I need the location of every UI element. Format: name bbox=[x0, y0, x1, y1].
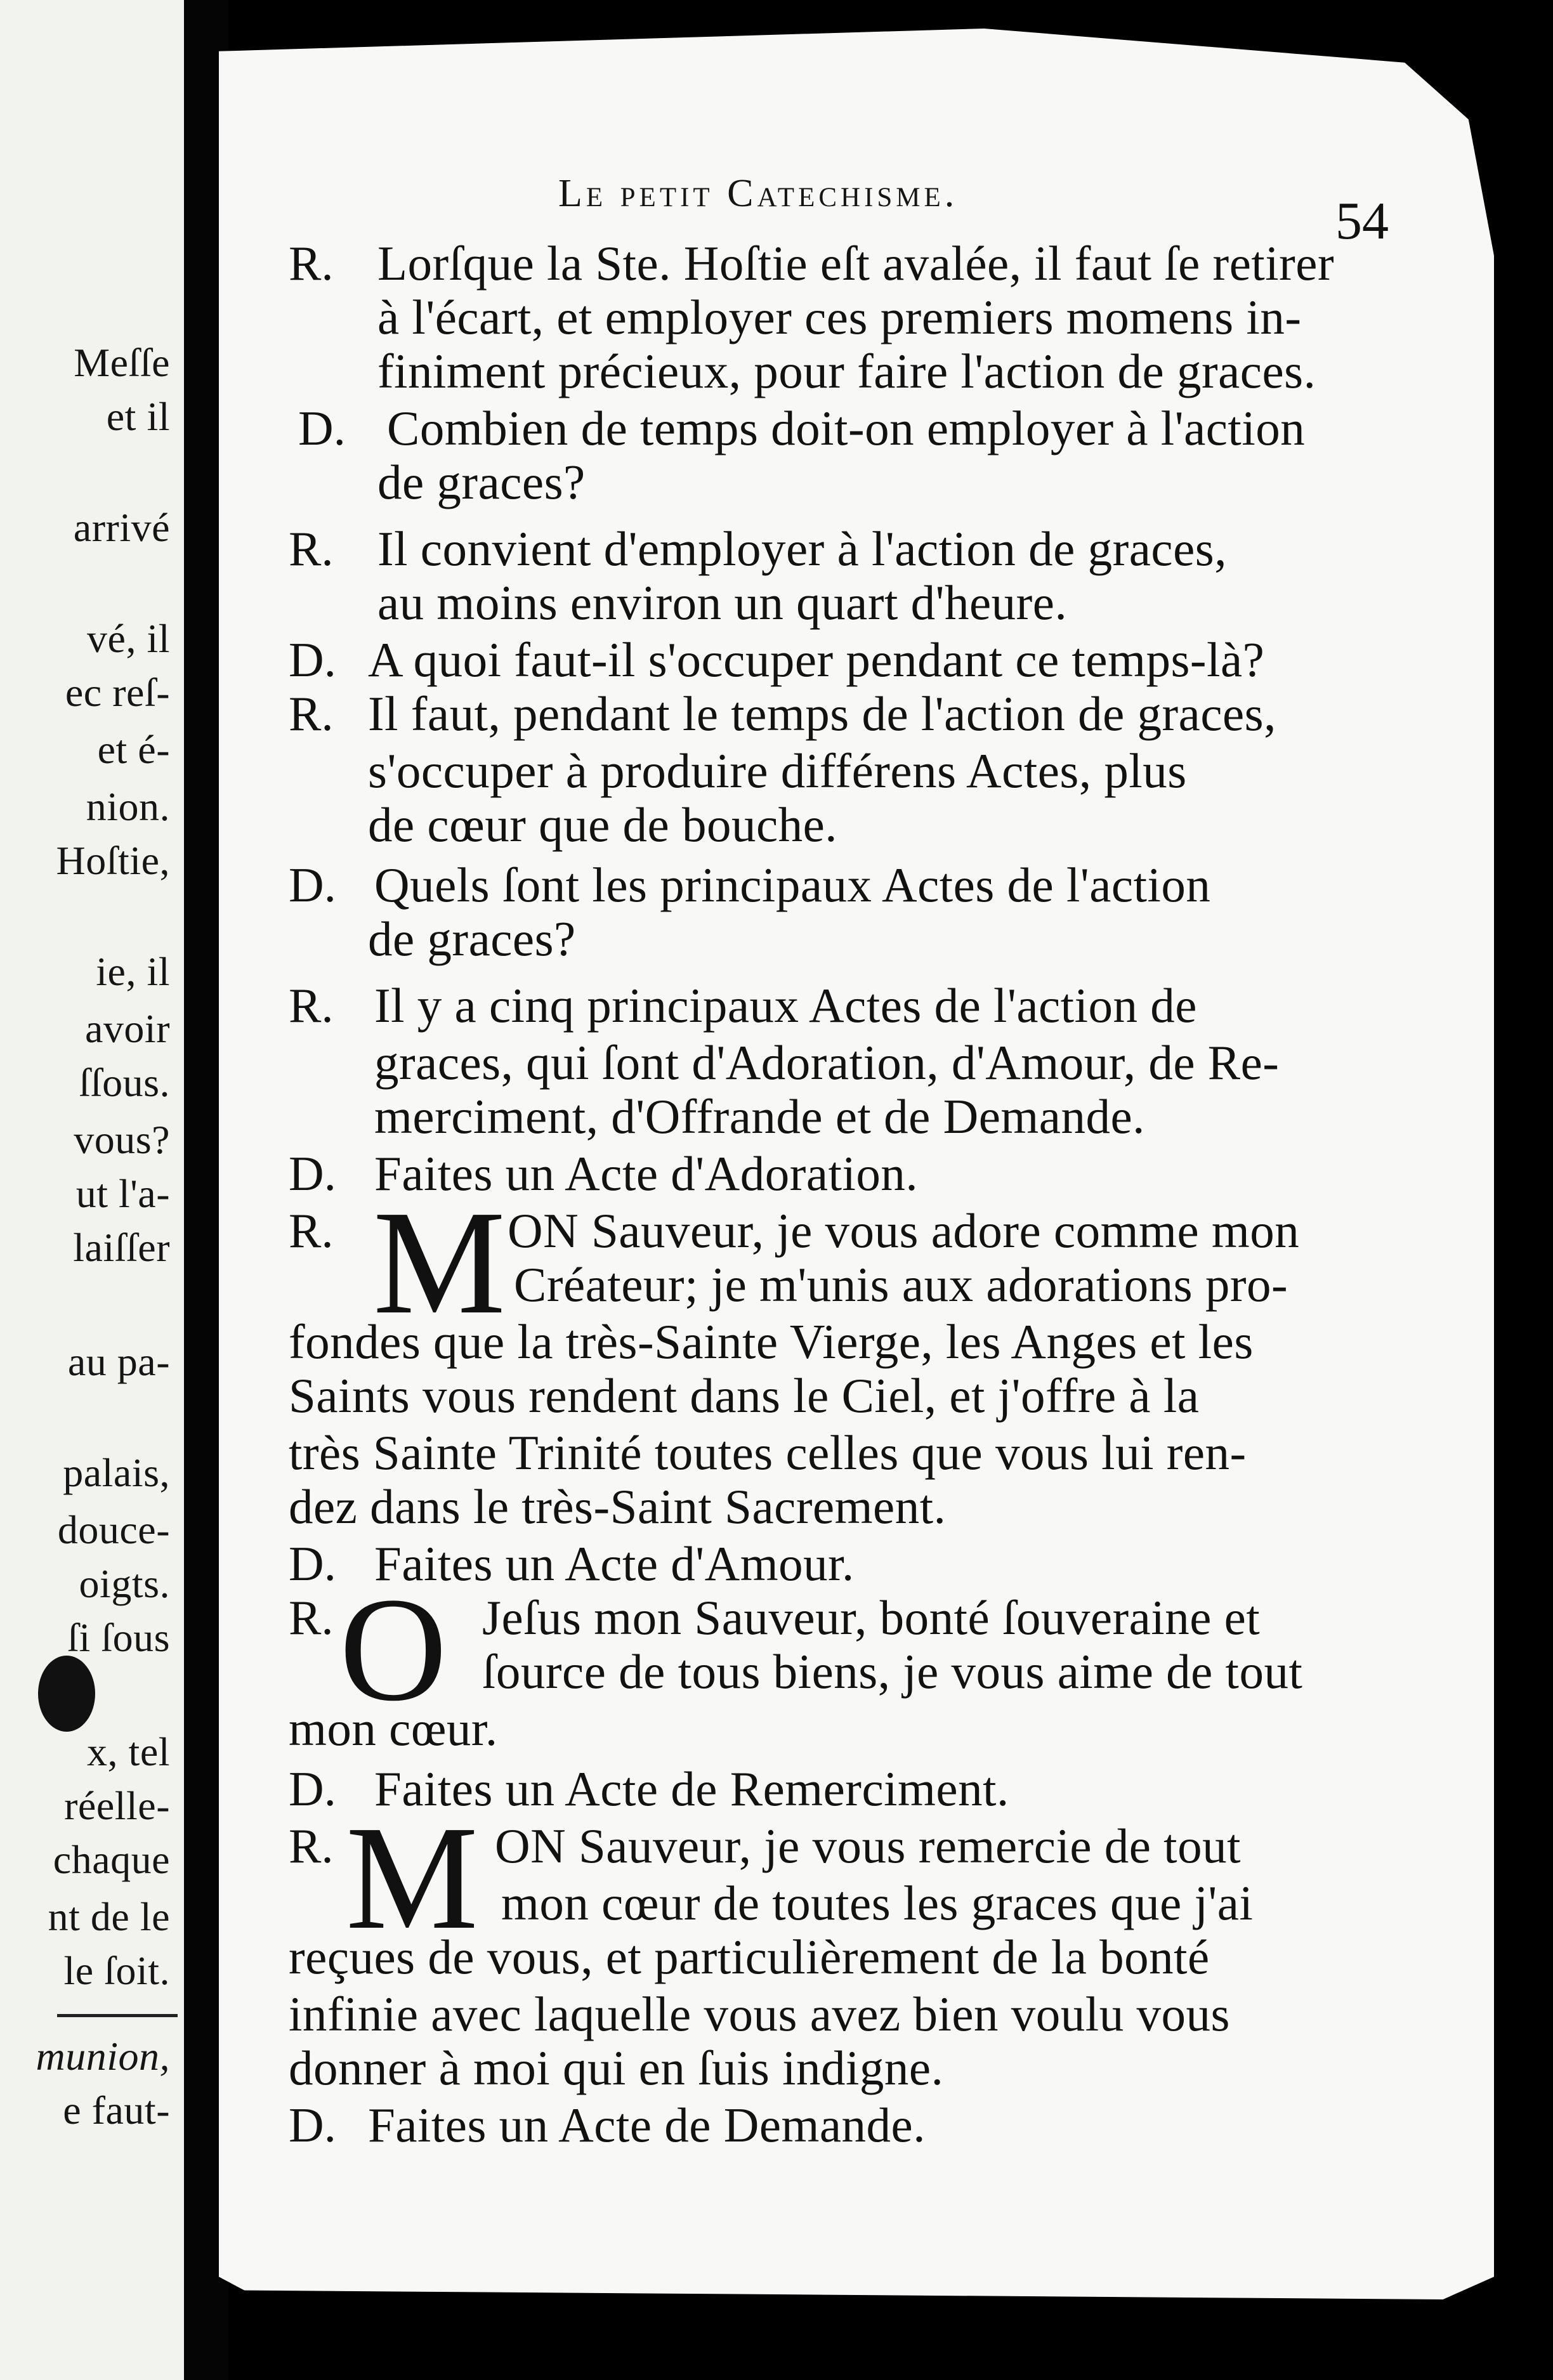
question-label: D. bbox=[289, 1146, 336, 1201]
text-line: ON Sauveur, je vous adore comme mon bbox=[508, 1203, 1300, 1258]
text-line: Faites un Acte de Demande. bbox=[368, 2098, 926, 2152]
text-line: très Sainte Trinité toutes celles que vous lui ren- bbox=[289, 1425, 1247, 1480]
text-line: A quoi faut-il s'occuper pendant ce temps-là? bbox=[368, 632, 1265, 687]
question-label: D. bbox=[289, 858, 336, 912]
answer-label: R. bbox=[289, 521, 334, 576]
drop-cap: M bbox=[373, 1180, 506, 1345]
answer-label: R. bbox=[289, 236, 334, 291]
text-line: merciment, d'Offrande et de Demande. bbox=[374, 1089, 1145, 1144]
text-line: de graces? bbox=[368, 912, 576, 966]
answer-label: R. bbox=[289, 1819, 334, 1873]
left-text-line: munion, bbox=[36, 2034, 170, 2079]
left-text-line: x, tel bbox=[87, 1729, 170, 1774]
drop-cap: M bbox=[346, 1795, 478, 1960]
text-line: Jeſus mon Sauveur, bonté ſouveraine et bbox=[482, 1590, 1261, 1645]
answer-label: R. bbox=[289, 978, 334, 1033]
text-line: de cœur que de bouche. bbox=[368, 797, 838, 852]
left-text-line: chaque bbox=[53, 1837, 170, 1882]
left-text-line: réelle- bbox=[64, 1783, 170, 1828]
text-line: Faites un Acte d'Amour. bbox=[374, 1536, 855, 1591]
text-line: Faites un Acte d'Adoration. bbox=[374, 1146, 919, 1201]
text-line: finiment précieux, pour faire l'action de graces. bbox=[377, 344, 1316, 398]
left-text-line: nion. bbox=[86, 784, 170, 829]
answer-label: R. bbox=[289, 1590, 334, 1645]
left-text-line: Hoſtie, bbox=[56, 838, 170, 883]
left-text-line: ut l'a- bbox=[75, 1171, 170, 1216]
answer-label: R. bbox=[289, 1203, 334, 1258]
text-line: reçues de vous, et particulièrement de la bonté bbox=[289, 1930, 1210, 1984]
answer-label: R. bbox=[289, 686, 334, 741]
left-text-line: douce- bbox=[57, 1507, 170, 1552]
left-text-line: Meſſe bbox=[74, 340, 170, 385]
text-line: graces, qui ſont d'Adoration, d'Amour, de Re- bbox=[374, 1035, 1280, 1090]
drop-cap: O bbox=[339, 1567, 447, 1732]
text-line: Saints vous rendent dans le Ciel, et j'offre à la bbox=[289, 1368, 1200, 1423]
text-line: Il y a cinq principaux Actes de l'action de bbox=[374, 978, 1197, 1033]
left-text-line: laiſſer bbox=[73, 1225, 170, 1270]
text-line: à l'écart, et employer ces premiers momens in- bbox=[377, 290, 1302, 344]
left-text-line: ſſous. bbox=[79, 1060, 170, 1105]
question-label: D. bbox=[289, 1762, 336, 1816]
question-label: D. bbox=[289, 632, 336, 687]
text-line: fondes que la très-Sainte Vierge, les Anges et les bbox=[289, 1314, 1254, 1369]
text-line: mon cœur. bbox=[289, 1701, 498, 1756]
left-text-line: arrivé bbox=[73, 505, 170, 550]
text-line: infinie avec laquelle vous avez bien voulu vous bbox=[289, 1987, 1230, 2041]
left-text-line: e faut- bbox=[63, 2088, 170, 2133]
text-line: s'occuper à produire différens Actes, plus bbox=[368, 743, 1187, 798]
question-label: D. bbox=[289, 2098, 336, 2152]
text-line: dez dans le très-Saint Sacrement. bbox=[289, 1479, 947, 1534]
left-text-line: nt de le bbox=[48, 1894, 170, 1939]
text-line: Il convient d'employer à l'action de graces, bbox=[377, 521, 1227, 576]
text-line: donner à moi qui en ſuis indigne. bbox=[289, 2041, 944, 2095]
text-line: ſource de tous biens, je vous aime de tout bbox=[482, 1644, 1303, 1699]
text-line: Créateur; je m'unis aux adorations pro- bbox=[514, 1257, 1288, 1312]
text-line: mon cœur de toutes les graces que j'ai bbox=[501, 1876, 1254, 1930]
text-line: Il faut, pendant le temps de l'action de graces, bbox=[368, 686, 1276, 741]
question-label: D. bbox=[289, 1536, 336, 1591]
left-text-line: vé, il bbox=[87, 616, 170, 661]
left-text-line: vous? bbox=[74, 1117, 170, 1162]
text-line: Faites un Acte de Remerciment. bbox=[374, 1762, 1009, 1816]
question-label: D. bbox=[298, 401, 346, 455]
left-text-line: palais, bbox=[63, 1450, 170, 1495]
running-header: Le petit Catechisme. bbox=[558, 172, 959, 215]
left-text-line: oigts. bbox=[79, 1561, 170, 1606]
text-line: Combien de temps doit-on employer à l'action bbox=[387, 401, 1306, 455]
left-text-line: au pa- bbox=[67, 1339, 170, 1384]
text-line: au moins environ un quart d'heure. bbox=[377, 575, 1068, 630]
text-line: ON Sauveur, je vous remercie de tout bbox=[495, 1819, 1241, 1873]
left-text-line: ſi ſous bbox=[67, 1615, 170, 1660]
text-line: Quels ſont les principaux Actes de l'action bbox=[374, 858, 1211, 912]
left-text-line: et il bbox=[106, 394, 170, 439]
left-text-line: le ſoit. bbox=[63, 1948, 170, 1993]
left-text-line: et é- bbox=[97, 727, 170, 772]
left-text-line: avoir bbox=[85, 1006, 170, 1051]
left-text-line: ie, il bbox=[96, 949, 170, 994]
page-number: 54 bbox=[1335, 192, 1389, 251]
text-line: de graces? bbox=[377, 455, 586, 509]
text-line: Lorſque la Ste. Hoſtie eſt avalée, il faut ſe retirer bbox=[377, 236, 1335, 291]
left-text-line: ec reſ- bbox=[65, 670, 170, 715]
